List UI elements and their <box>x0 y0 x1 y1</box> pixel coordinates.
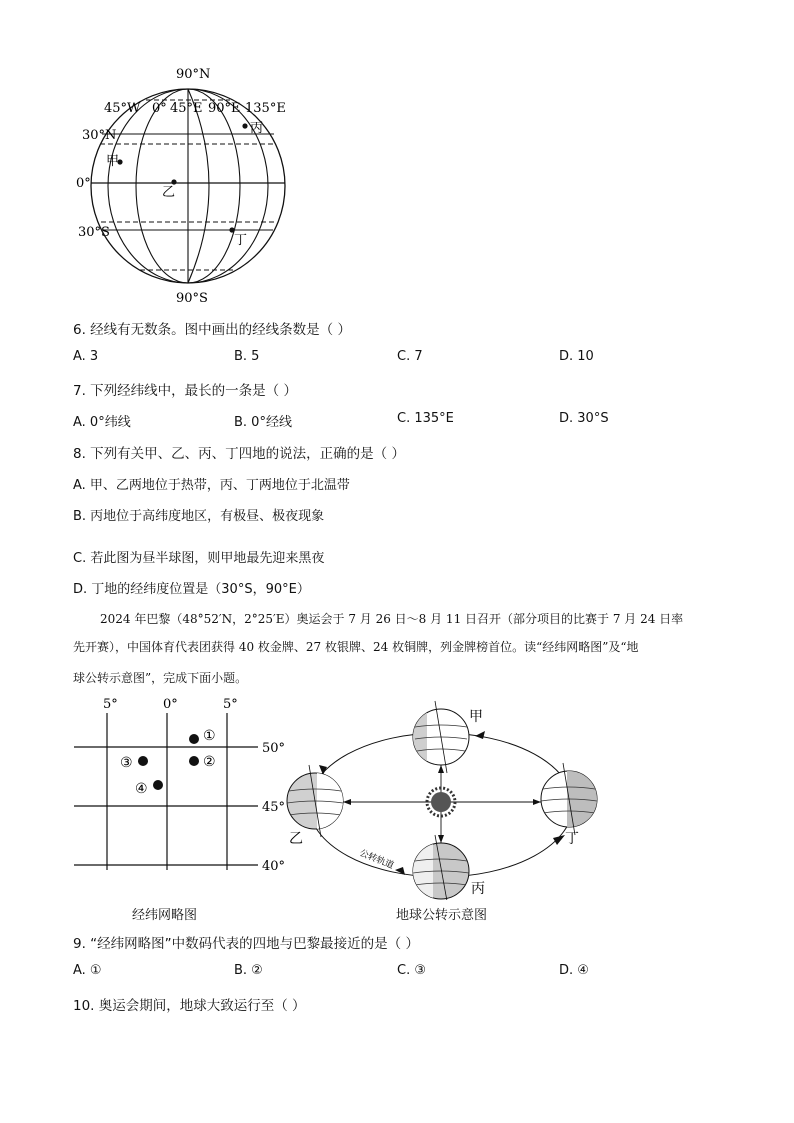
orbit-label-jia: 甲 <box>469 709 483 725</box>
q7-option-b[interactable]: B. 0°经线 <box>234 415 292 430</box>
q6-option-a[interactable]: A. 3 <box>73 349 99 364</box>
point-yi <box>171 179 176 184</box>
orbit-label-yi: 乙 <box>289 831 303 847</box>
orbit-label-ding: 丁 <box>565 831 579 847</box>
q6-option-d[interactable]: D. 10 <box>559 349 594 364</box>
q9-option-d[interactable]: D. ④ <box>559 963 589 978</box>
label-bing: 丙 <box>250 121 264 136</box>
label-jia: 甲 <box>106 154 120 169</box>
point-ding <box>229 227 234 232</box>
earth-position-bing <box>413 835 469 900</box>
q7-option-a[interactable]: A. 0°纬线 <box>73 415 131 430</box>
label-ding: 丁 <box>234 233 248 248</box>
grid-right-label-1: 50° <box>262 741 286 756</box>
q8-option-c[interactable]: C. 若此图为昼半球图，则甲地最先迎来黑夜 <box>73 551 325 566</box>
earth-position-ding <box>541 763 599 835</box>
label-45w: 45°W <box>104 101 141 116</box>
q6-option-b[interactable]: B. 5 <box>234 349 260 364</box>
q8-stem: 8. 下列有关甲、乙、丙、丁四地的说法，正确的是（ ） <box>73 446 405 462</box>
grid-point-2-label: ② <box>203 754 216 770</box>
grid-top-label-3: 5° <box>223 697 238 712</box>
grid-map <box>70 695 300 895</box>
q8-option-b[interactable]: B. 丙地位于高纬度地区，有极昼、极夜现象 <box>73 509 325 524</box>
q9-stem: 9. “经纬网略图”中数码代表的四地与巴黎最接近的是（ ） <box>73 936 419 952</box>
grid-point-3 <box>138 756 148 766</box>
passage-line-2: 先开赛），中国体育代表团获得 40 枚金牌、27 枚银牌、24 枚铜牌，列金牌榜首位。读“经纬网略图”及“地 <box>73 640 639 654</box>
passage-line-1: 2024 年巴黎（48°52′N，2°25′E）奥运会于 7 月 26 日～8 月 11 日召开（部分项目的比赛于 7 月 24 日率 <box>100 612 684 626</box>
grid-point-4-label: ④ <box>135 781 148 797</box>
label-30s: 30°S <box>78 225 110 240</box>
q9-option-b[interactable]: B. ② <box>234 963 263 978</box>
q9-option-c[interactable]: C. ③ <box>397 963 426 978</box>
grid-point-1 <box>189 734 199 744</box>
orbit-diagram <box>275 695 615 900</box>
orbit-path-label: 公转轨道 <box>357 848 396 872</box>
grid-point-4 <box>153 780 163 790</box>
q7-option-d[interactable]: D. 30°S <box>559 411 609 426</box>
grid-right-label-3: 40° <box>262 859 286 874</box>
label-45e: 45°E <box>170 101 203 116</box>
q6-stem: 6. 经线有无数条。图中画出的经线条数是（ ） <box>73 322 351 338</box>
orbit-label-bing: 丙 <box>471 881 485 897</box>
point-bing <box>242 123 247 128</box>
grid-top-label-1: 5° <box>103 697 118 712</box>
q7-option-c[interactable]: C. 135°E <box>397 411 454 426</box>
label-135e: 135°E <box>245 101 286 116</box>
earth-position-yi <box>287 765 347 837</box>
grid-top-label-2: 0° <box>163 697 178 712</box>
q9-option-a[interactable]: A. ① <box>73 963 102 978</box>
label-90e: 90°E <box>208 101 241 116</box>
label-0lon: 0° <box>152 101 167 116</box>
earth-position-jia <box>413 701 469 773</box>
sun-icon <box>427 788 455 816</box>
orbit-caption: 地球公转示意图 <box>396 908 488 923</box>
label-90s: 90°S <box>176 291 208 306</box>
label-0lat: 0° <box>76 176 91 191</box>
grid-map-caption: 经纬网略图 <box>132 908 198 923</box>
grid-point-3-label: ③ <box>120 755 133 771</box>
meridian-inner <box>188 89 209 283</box>
grid-point-1-label: ① <box>203 728 216 744</box>
label-yi: 乙 <box>162 185 176 200</box>
grid-right-label-2: 45° <box>262 800 286 815</box>
passage-line-3: 球公转示意图”，完成下面小题。 <box>73 671 248 685</box>
label-30n: 30°N <box>82 128 117 143</box>
q6-option-c[interactable]: C. 7 <box>397 349 423 364</box>
q10-stem: 10. 奥运会期间，地球大致运行至（ ） <box>73 998 306 1014</box>
q7-stem: 7. 下列经纬线中，最长的一条是（ ） <box>73 383 297 399</box>
q8-option-a[interactable]: A. 甲、乙两地位于热带，丙、丁两地位于北温带 <box>73 478 350 493</box>
grid-point-2 <box>189 756 199 766</box>
label-90n: 90°N <box>176 67 211 82</box>
q8-option-d[interactable]: D. 丁地的经纬度位置是（30°S，90°E） <box>73 582 310 597</box>
globe-diagram <box>70 60 310 310</box>
